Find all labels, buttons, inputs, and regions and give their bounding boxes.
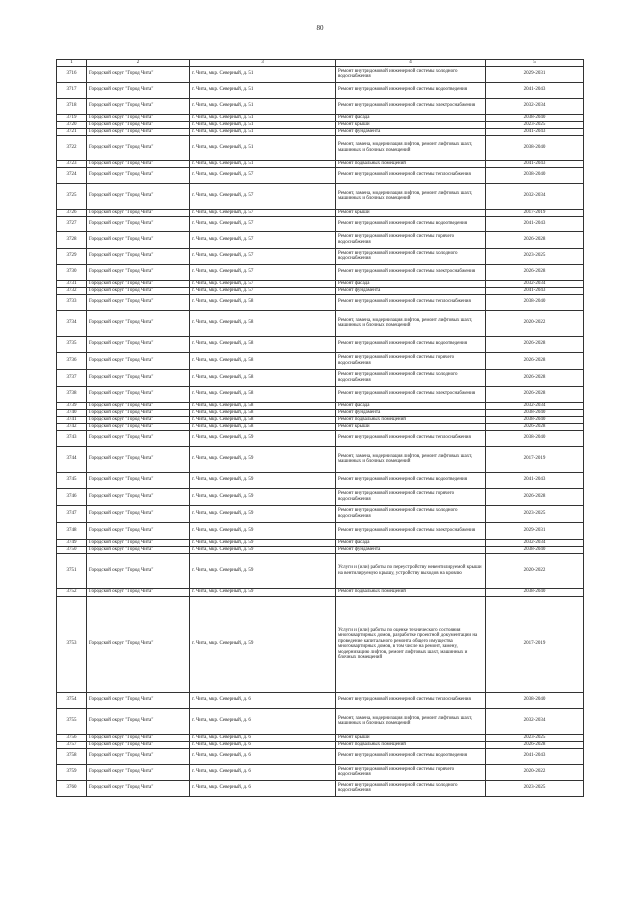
column-header: 2 (87, 60, 190, 67)
period-cell: 2026-2028 (486, 231, 584, 248)
address-cell: г. Чита, мкр. Северный, д. 51 (190, 66, 336, 82)
work-type-cell: Ремонт подвальных помещений (336, 160, 486, 167)
municipality-cell: Городской округ "Город Чита" (87, 231, 190, 248)
address-cell: г. Чита, мкр. Северный, д. 57 (190, 183, 336, 209)
address-cell: г. Чита, мкр. Северный, д. 59 (190, 596, 336, 692)
address-cell: г. Чита, мкр. Северный, д. 51 (190, 114, 336, 121)
address-cell: г. Чита, мкр. Северный, д. 51 (190, 160, 336, 167)
work-type-cell: Ремонт внутридомовой инженерной системы водоотведения (336, 216, 486, 231)
municipality-cell: Городской округ "Город Чита" (87, 135, 190, 160)
row-number: 3738 (57, 386, 87, 402)
work-type-cell: Ремонт фундамента (336, 546, 486, 553)
municipality-cell: Городской округ "Город Чита" (87, 336, 190, 352)
work-type-cell: Ремонт, замена, модернизация лифтов, ремонт лифтовых шахт, машинных и блочных помещений (336, 183, 486, 209)
table-row (57, 539, 584, 546)
table-row (57, 66, 584, 82)
work-type-cell: Ремонт внутридомовой инженерной системы электроснабжения (336, 264, 486, 280)
period-cell: 2026-2028 (486, 423, 584, 430)
period-cell: 2026-2028 (486, 369, 584, 386)
work-type-cell: Ремонт внутридомовой инженерной системы холодного водоснабжения (336, 66, 486, 82)
address-cell: г. Чита, мкр. Северный, д. 59 (190, 472, 336, 488)
column-header: 1 (57, 60, 87, 67)
row-number: 3759 (57, 764, 87, 780)
address-cell: г. Чита, мкр. Северный, д. 57 (190, 216, 336, 231)
table-row (57, 553, 584, 588)
row-number: 3724 (57, 167, 87, 183)
municipality-cell: Городской округ "Город Чита" (87, 209, 190, 216)
table-row (57, 216, 584, 231)
work-type-cell: Ремонт внутридомовой инженерной системы водоотведения (336, 82, 486, 98)
table-row (57, 369, 584, 386)
work-type-cell: Ремонт внутридомовой инженерной системы горячего водоснабжения (336, 231, 486, 248)
address-cell: г. Чита, мкр. Северный, д. 51 (190, 98, 336, 114)
table-row (57, 352, 584, 369)
row-number: 3751 (57, 553, 87, 588)
row-number: 3736 (57, 352, 87, 369)
row-number: 3746 (57, 488, 87, 505)
work-type-cell: Ремонт, замена, модернизация лифтов, ремонт лифтовых шахт, машинных и блочных помещений (336, 310, 486, 336)
column-header: 5 (486, 60, 584, 67)
row-number: 3727 (57, 216, 87, 231)
period-cell: 2041-2043 (486, 82, 584, 98)
row-number: 3755 (57, 708, 87, 734)
work-type-cell: Ремонт внутридомовой инженерной системы холодного водоснабжения (336, 505, 486, 522)
municipality-cell: Городской округ "Город Чита" (87, 369, 190, 386)
period-cell: 2029-2031 (486, 522, 584, 539)
work-type-cell: Ремонт внутридомовой инженерной системы холодного водоснабжения (336, 369, 486, 386)
municipality-cell: Городской округ "Город Чита" (87, 409, 190, 416)
period-cell: 2038-2040 (486, 114, 584, 121)
address-cell: г. Чита, мкр. Северный, д. 6 (190, 741, 336, 748)
address-cell: г. Чита, мкр. Северный, д. 59 (190, 539, 336, 546)
work-type-cell: Ремонт внутридомовой инженерной системы водоотведения (336, 748, 486, 764)
row-number: 3728 (57, 231, 87, 248)
period-cell: 2026-2028 (486, 336, 584, 352)
work-type-cell: Ремонт подвальных помещений (336, 741, 486, 748)
municipality-cell: Городской округ "Город Чита" (87, 248, 190, 264)
work-type-cell: Ремонт, замена, модернизация лифтов, ремонт лифтовых шахт, машинных и блочных помещений (336, 446, 486, 472)
address-cell: г. Чита, мкр. Северный, д. 6 (190, 692, 336, 708)
period-cell: 2026-2028 (486, 741, 584, 748)
address-cell: г. Чита, мкр. Северный, д. 57 (190, 248, 336, 264)
period-cell: 2020-2022 (486, 553, 584, 588)
work-type-cell: Ремонт внутридомовой инженерной системы водоотведения (336, 336, 486, 352)
address-cell: г. Чита, мкр. Северный, д. 6 (190, 764, 336, 780)
work-type-cell: Ремонт подвальных помещений (336, 588, 486, 596)
table-row (57, 248, 584, 264)
address-cell: г. Чита, мкр. Северный, д. 58 (190, 336, 336, 352)
table-row (57, 294, 584, 310)
municipality-cell: Городской округ "Город Чита" (87, 505, 190, 522)
address-cell: г. Чита, мкр. Северный, д. 6 (190, 734, 336, 741)
column-header: 4 (336, 60, 486, 67)
table-row (57, 98, 584, 114)
address-cell: г. Чита, мкр. Северный, д. 58 (190, 409, 336, 416)
period-cell: 2038-2040 (486, 409, 584, 416)
address-cell: г. Чита, мкр. Северный, д. 59 (190, 553, 336, 588)
period-cell: 2017-2019 (486, 446, 584, 472)
period-cell: 2041-2043 (486, 287, 584, 294)
address-cell: г. Чита, мкр. Северный, д. 57 (190, 280, 336, 287)
row-number: 3743 (57, 430, 87, 446)
municipality-cell: Городской округ "Город Чита" (87, 280, 190, 287)
row-number: 3756 (57, 734, 87, 741)
table-row (57, 183, 584, 209)
row-number: 3750 (57, 546, 87, 553)
work-type-cell: Ремонт внутридомовой инженерной системы горячего водоснабжения (336, 764, 486, 780)
period-cell: 2038-2040 (486, 135, 584, 160)
period-cell: 2038-2040 (486, 294, 584, 310)
period-cell: 2026-2028 (486, 488, 584, 505)
period-cell: 2038-2040 (486, 430, 584, 446)
table-row (57, 128, 584, 135)
period-cell: 2041-2043 (486, 216, 584, 231)
work-type-cell: Ремонт внутридомовой инженерной системы горячего водоснабжения (336, 352, 486, 369)
address-cell: г. Чита, мкр. Северный, д. 51 (190, 128, 336, 135)
period-cell: 2041-2043 (486, 472, 584, 488)
table-row (57, 310, 584, 336)
row-number: 3754 (57, 692, 87, 708)
municipality-cell: Городской округ "Город Чита" (87, 183, 190, 209)
table-row (57, 287, 584, 294)
work-type-cell: Ремонт внутридомовой инженерной системы теплоснабжения (336, 294, 486, 310)
address-cell: г. Чита, мкр. Северный, д. 57 (190, 209, 336, 216)
row-number: 3722 (57, 135, 87, 160)
municipality-cell: Городской округ "Город Чита" (87, 416, 190, 423)
table-row (57, 708, 584, 734)
period-cell: 2038-2040 (486, 692, 584, 708)
address-cell: г. Чита, мкр. Северный, д. 57 (190, 264, 336, 280)
work-type-cell: Ремонт внутридомовой инженерной системы теплоснабжения (336, 430, 486, 446)
table-row (57, 472, 584, 488)
table-row (57, 336, 584, 352)
row-number: 3740 (57, 409, 87, 416)
work-type-cell: Ремонт фундамента (336, 287, 486, 294)
municipality-cell: Городской округ "Город Чита" (87, 114, 190, 121)
row-number: 3752 (57, 588, 87, 596)
period-cell: 2020-2022 (486, 310, 584, 336)
period-cell: 2038-2040 (486, 167, 584, 183)
table-row (57, 402, 584, 409)
row-number: 3716 (57, 66, 87, 82)
address-cell: г. Чита, мкр. Северный, д. 6 (190, 748, 336, 764)
work-type-cell: Ремонт внутридомовой инженерной системы электроснабжения (336, 386, 486, 402)
work-type-cell: Ремонт фасада (336, 114, 486, 121)
row-number: 3735 (57, 336, 87, 352)
row-number: 3753 (57, 596, 87, 692)
period-cell: 2026-2028 (486, 386, 584, 402)
column-header: 3 (190, 60, 336, 67)
address-cell: г. Чита, мкр. Северный, д. 59 (190, 430, 336, 446)
row-number: 3758 (57, 748, 87, 764)
row-number: 3760 (57, 780, 87, 796)
row-number: 3744 (57, 446, 87, 472)
table-row (57, 280, 584, 287)
table-row (57, 546, 584, 553)
address-cell: г. Чита, мкр. Северный, д. 58 (190, 423, 336, 430)
address-cell: г. Чита, мкр. Северный, д. 51 (190, 82, 336, 98)
municipality-cell: Городской округ "Город Чита" (87, 167, 190, 183)
municipality-cell: Городской округ "Город Чита" (87, 294, 190, 310)
municipality-cell: Городской округ "Город Чита" (87, 423, 190, 430)
table-row (57, 386, 584, 402)
municipality-cell: Городской округ "Город Чита" (87, 539, 190, 546)
table-row (57, 135, 584, 160)
address-cell: г. Чита, мкр. Северный, д. 6 (190, 780, 336, 796)
period-cell: 2032-2034 (486, 183, 584, 209)
period-cell: 2023-2025 (486, 121, 584, 128)
municipality-cell: Городской округ "Город Чита" (87, 734, 190, 741)
municipality-cell: Городской округ "Город Чита" (87, 764, 190, 780)
row-number: 3748 (57, 522, 87, 539)
municipality-cell: Городской округ "Город Чита" (87, 352, 190, 369)
municipality-cell: Городской округ "Город Чита" (87, 386, 190, 402)
row-number: 3734 (57, 310, 87, 336)
work-type-cell: Ремонт фасада (336, 402, 486, 409)
period-cell: 2017-2019 (486, 596, 584, 692)
row-number: 3747 (57, 505, 87, 522)
table-row (57, 764, 584, 780)
row-number: 3741 (57, 416, 87, 423)
table-row (57, 430, 584, 446)
municipality-cell: Городской округ "Город Чита" (87, 780, 190, 796)
work-type-cell: Ремонт фундамента (336, 128, 486, 135)
period-cell: 2038-2040 (486, 416, 584, 423)
municipality-cell: Городской округ "Город Чита" (87, 488, 190, 505)
table-row (57, 409, 584, 416)
municipality-cell: Городской округ "Город Чита" (87, 596, 190, 692)
row-number: 3720 (57, 121, 87, 128)
municipality-cell: Городской округ "Город Чита" (87, 692, 190, 708)
address-cell: г. Чита, мкр. Северный, д. 59 (190, 446, 336, 472)
address-cell: г. Чита, мкр. Северный, д. 58 (190, 416, 336, 423)
table-row (57, 160, 584, 167)
period-cell: 2032-2034 (486, 708, 584, 734)
row-number: 3719 (57, 114, 87, 121)
page-number: 80 (316, 24, 324, 32)
table-row (57, 416, 584, 423)
table-row (57, 588, 584, 596)
table-row (57, 748, 584, 764)
period-cell: 2017-2019 (486, 209, 584, 216)
row-number: 3723 (57, 160, 87, 167)
table-row (57, 522, 584, 539)
work-type-cell: Ремонт внутридомовой инженерной системы теплоснабжения (336, 692, 486, 708)
period-cell: 2032-2034 (486, 539, 584, 546)
address-cell: г. Чита, мкр. Северный, д. 57 (190, 167, 336, 183)
municipality-cell: Городской округ "Город Чита" (87, 216, 190, 231)
table-row (57, 264, 584, 280)
address-cell: г. Чита, мкр. Северный, д. 58 (190, 369, 336, 386)
address-cell: г. Чита, мкр. Северный, д. 51 (190, 135, 336, 160)
period-cell: 2023-2025 (486, 780, 584, 796)
table-row (57, 231, 584, 248)
address-cell: г. Чита, мкр. Северный, д. 58 (190, 294, 336, 310)
work-type-cell: Ремонт фундамента (336, 409, 486, 416)
work-type-cell: Ремонт внутридомовой инженерной системы холодного водоснабжения (336, 248, 486, 264)
municipality-cell: Городской округ "Город Чита" (87, 128, 190, 135)
work-type-cell: Ремонт крыши (336, 734, 486, 741)
period-cell: 2026-2028 (486, 264, 584, 280)
municipality-cell: Городской округ "Город Чита" (87, 546, 190, 553)
table-row (57, 446, 584, 472)
work-type-cell: Ремонт крыши (336, 423, 486, 430)
municipality-cell: Городской округ "Город Чита" (87, 430, 190, 446)
table-row (57, 505, 584, 522)
municipality-cell: Городской округ "Город Чита" (87, 287, 190, 294)
municipality-cell: Городской округ "Город Чита" (87, 160, 190, 167)
row-number: 3739 (57, 402, 87, 409)
municipality-cell: Городской округ "Город Чита" (87, 121, 190, 128)
work-type-cell: Ремонт крыши (336, 121, 486, 128)
period-cell: 2032-2034 (486, 98, 584, 114)
address-cell: г. Чита, мкр. Северный, д. 59 (190, 522, 336, 539)
row-number: 3731 (57, 280, 87, 287)
period-cell: 2029-2031 (486, 66, 584, 82)
municipality-cell: Городской округ "Город Чита" (87, 82, 190, 98)
work-type-cell: Ремонт фасада (336, 539, 486, 546)
address-cell: г. Чита, мкр. Северный, д. 58 (190, 352, 336, 369)
table-row (57, 596, 584, 692)
work-type-cell: Ремонт, замена, модернизация лифтов, ремонт лифтовых шахт, машинных и блочных помещений (336, 135, 486, 160)
work-type-cell: Услуги и (или) работы по оценке технического состояния многоквартирных домов, разработке проектной документации на проведение капитального ремонта общего имущества многоквартирных домов, в том числе на ремонт, замену, модернизацию лифтов, ремонт лифтовых шахт, машинных и блочных помещений (336, 596, 486, 692)
row-number: 3729 (57, 248, 87, 264)
work-type-cell: Ремонт внутридомовой инженерной системы теплоснабжения (336, 167, 486, 183)
table-row (57, 167, 584, 183)
work-type-cell: Ремонт внутридомовой инженерной системы горячего водоснабжения (336, 488, 486, 505)
work-type-cell: Ремонт внутридомовой инженерной системы холодного водоснабжения (336, 780, 486, 796)
period-cell: 2023-2025 (486, 734, 584, 741)
work-type-cell: Ремонт, замена, модернизация лифтов, ремонт лифтовых шахт, машинных и блочных помещений (336, 708, 486, 734)
work-type-cell: Ремонт подвальных помещений (336, 416, 486, 423)
table-row (57, 82, 584, 98)
row-number: 3757 (57, 741, 87, 748)
municipality-cell: Городской округ "Город Чита" (87, 748, 190, 764)
period-cell: 2038-2040 (486, 588, 584, 596)
period-cell: 2038-2040 (486, 546, 584, 553)
row-number: 3730 (57, 264, 87, 280)
municipality-cell: Городской округ "Город Чита" (87, 402, 190, 409)
municipality-cell: Городской округ "Город Чита" (87, 98, 190, 114)
table-row (57, 121, 584, 128)
table-row (57, 692, 584, 708)
table-row (57, 488, 584, 505)
table-row (57, 423, 584, 430)
period-cell: 2032-2034 (486, 280, 584, 287)
municipality-cell: Городской округ "Город Чита" (87, 708, 190, 734)
address-cell: г. Чита, мкр. Северный, д. 57 (190, 231, 336, 248)
address-cell: г. Чита, мкр. Северный, д. 57 (190, 287, 336, 294)
period-cell: 2041-2043 (486, 748, 584, 764)
period-cell: 2020-2022 (486, 764, 584, 780)
row-number: 3725 (57, 183, 87, 209)
period-cell: 2032-2034 (486, 402, 584, 409)
address-cell: г. Чита, мкр. Северный, д. 59 (190, 546, 336, 553)
row-number: 3732 (57, 287, 87, 294)
row-number: 3726 (57, 209, 87, 216)
period-cell: 2023-2025 (486, 505, 584, 522)
address-cell: г. Чита, мкр. Северный, д. 59 (190, 505, 336, 522)
table-row (57, 209, 584, 216)
address-cell: г. Чита, мкр. Северный, д. 59 (190, 488, 336, 505)
municipality-cell: Городской округ "Город Чита" (87, 446, 190, 472)
row-number: 3745 (57, 472, 87, 488)
repair-schedule-table (56, 59, 584, 797)
period-cell: 2023-2025 (486, 248, 584, 264)
row-number: 3749 (57, 539, 87, 546)
row-number: 3742 (57, 423, 87, 430)
table-row (57, 734, 584, 741)
municipality-cell: Городской округ "Город Чита" (87, 310, 190, 336)
address-cell: г. Чита, мкр. Северный, д. 59 (190, 588, 336, 596)
municipality-cell: Городской округ "Город Чита" (87, 264, 190, 280)
address-cell: г. Чита, мкр. Северный, д. 58 (190, 402, 336, 409)
row-number: 3733 (57, 294, 87, 310)
work-type-cell: Услуги и (или) работы по переустройству невентилируемой крыши на вентилируемую крышу, устройству выходов на кровлю (336, 553, 486, 588)
work-type-cell: Ремонт фасада (336, 280, 486, 287)
municipality-cell: Городской округ "Город Чита" (87, 741, 190, 748)
row-number: 3721 (57, 128, 87, 135)
address-cell: г. Чита, мкр. Северный, д. 58 (190, 310, 336, 336)
table-row (57, 114, 584, 121)
period-cell: 2026-2028 (486, 352, 584, 369)
municipality-cell: Городской округ "Город Чита" (87, 588, 190, 596)
municipality-cell: Городской округ "Город Чита" (87, 472, 190, 488)
period-cell: 2041-2043 (486, 160, 584, 167)
row-number: 3718 (57, 98, 87, 114)
table-row (57, 780, 584, 796)
work-type-cell: Ремонт внутридомовой инженерной системы водоотведения (336, 472, 486, 488)
period-cell: 2041-2043 (486, 128, 584, 135)
row-number: 3717 (57, 82, 87, 98)
address-cell: г. Чита, мкр. Северный, д. 6 (190, 708, 336, 734)
address-cell: г. Чита, мкр. Северный, д. 51 (190, 121, 336, 128)
work-type-cell: Ремонт внутридомовой инженерной системы электроснабжения (336, 98, 486, 114)
work-type-cell: Ремонт внутридомовой инженерной системы электроснабжения (336, 522, 486, 539)
work-type-cell: Ремонт крыши (336, 209, 486, 216)
municipality-cell: Городской округ "Город Чита" (87, 553, 190, 588)
table-row (57, 741, 584, 748)
address-cell: г. Чита, мкр. Северный, д. 58 (190, 386, 336, 402)
row-number: 3737 (57, 369, 87, 386)
municipality-cell: Городской округ "Город Чита" (87, 66, 190, 82)
municipality-cell: Городской округ "Город Чита" (87, 522, 190, 539)
